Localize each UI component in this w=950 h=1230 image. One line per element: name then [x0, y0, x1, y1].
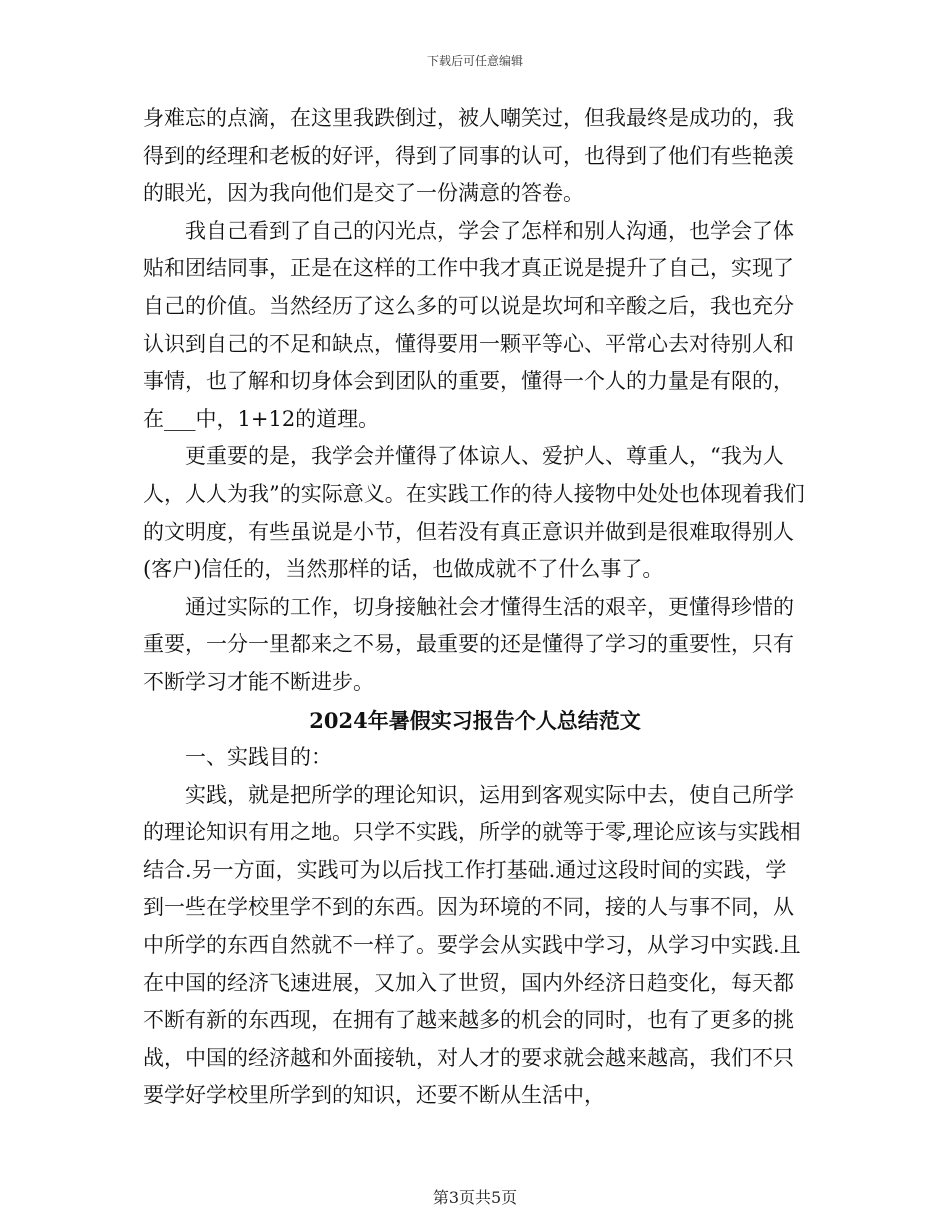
header-note: 下载后可任意编辑: [426, 54, 523, 68]
paragraph-learning: 通过实际的工作，切身接触社会才懂得生活的艰辛，更懂得珍惜的重要，一分一里都来之不易，最重要的还是懂得了学习的重要性，只有不断学习才能不断进步。: [143, 594, 794, 694]
paragraph-self-reflection: 我自己看到了自己的闪光点，学会了怎样和别人沟通，也学会了体贴和团结同事，正是在这样的工作中我才真正说是提升了自己，实现了自己的价值。当然经历了这么多的可以说是坎坷和辛酸之后，我也充分认识到自己的不足和缺点，懂得要用一颗平等心、平常心去对待别人和事情，也了解和切身体会到团队的重要，懂得一个人的力量是有限的，在___中，1+12的道理。: [143, 218, 794, 431]
section-heading: 一、实践目的：: [185, 745, 332, 770]
document-title: 2024年暑假实习报告个人总结范文: [309, 707, 641, 733]
paragraph-practice-purpose: 实践，就是把所学的理论知识，运用到客观实际中去，使自己所学的理论知识有用之地。只学不实践，所学的就等于零,理论应该与实践相结合.另一方面，实践可为以后找工作打基础.通过这段时间的实践，学到一些在学校里学不到的东西。因为环境的不同，接的人与事不同，从中所学的东西自然就不一样了。要学会从实践中学习，从学习中实践.且在中国的经济飞速进展，又加入了世贸，国内外经济日趋变化，每天都不断有新的东西现，在拥有了越来越多的机会的同时，也有了更多的挑战，中国的经济越和外面接轨，对人才的要求就会越来越高，我们不只要学好学校里所学到的知识，还要不断从生活中，: [143, 782, 801, 1108]
document-body: [143, 100, 807, 1115]
page-number: 第3页共5页: [432, 1188, 518, 1207]
paragraph-continued: 身难忘的点滴，在这里我跌倒过，被人嘲笑过，但我最终是成功的，我得到的经理和老板的好评，得到了同事的认可，也得到了他们有些艳羡的眼光，因为我向他们是交了一份满意的答卷。: [143, 106, 794, 206]
paragraph-respect: 更重要的是，我学会并懂得了体谅人、爱护人、尊重人，“我为人人，人人为我”的实际意义。在实践工作的待人接物中处处也体现着我们的文明度，有些虽说是小节，但若没有真正意识并做到是很难取得别人(客户)信任的，当然那样的话，也做成就不了什么事了。: [143, 444, 805, 582]
